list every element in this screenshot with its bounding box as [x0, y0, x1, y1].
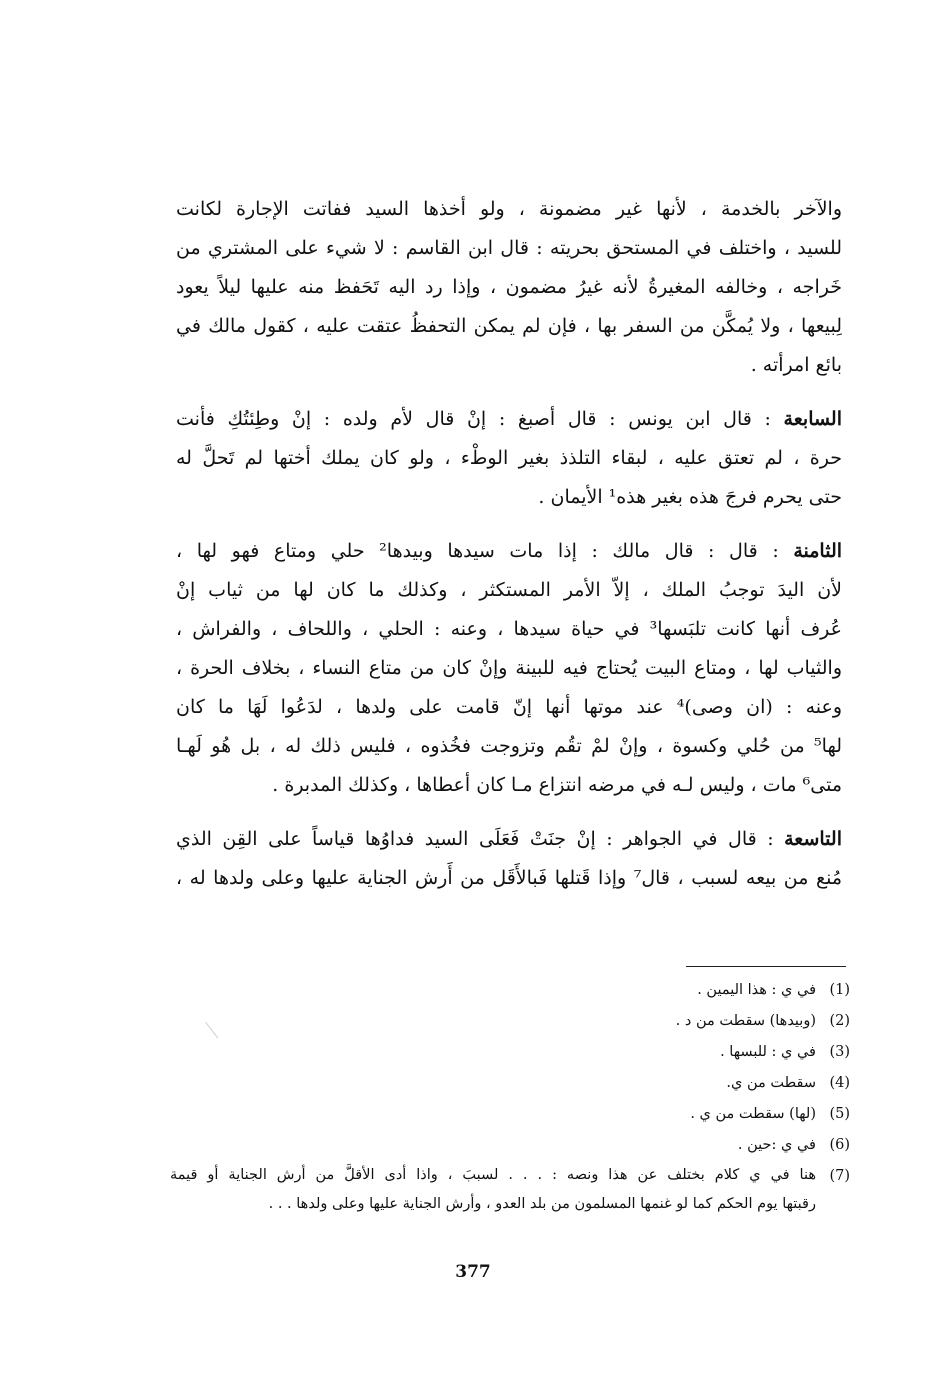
text-line: والآخر بالخدمة ، لأنها غير مضمونة ، ولو أخذها السيد ففاتت الإجارة لكانت: [176, 198, 842, 220]
text-line: متى⁶ مات ، وليس لـه في مرضه انتزاع مـا كان أعطاها ، وكذلك المدبرة .: [272, 774, 842, 796]
text-line: [176, 820, 842, 859]
text-line: [176, 400, 842, 439]
paragraph-ninth: [176, 820, 842, 898]
footnote-text: (وبيدها) سقطت من د .: [675, 1013, 816, 1029]
footnote-number: (2): [829, 1013, 850, 1029]
text-line: مُنع من بيعه لسبب ، قال⁷ وإذا قَتلها فَبالأَقَل من أَرش الجناية عليها وعلى ولدها له ،: [176, 867, 842, 889]
text-fragment: : قال في الجواهر : إنْ جنَتْ فَعَلَى السيد فداوُها قياساً على القِن الذي: [176, 828, 785, 850]
footnote-number: (5): [829, 1106, 850, 1122]
text-fragment: : قال ابن يونس : قال أصبغ : إنْ قال لأم ولده : إنْ وطِئتُكِ فأنت: [176, 408, 784, 430]
text-line: عُرف أنها كانت تلبَسها³ في حياة سيدها ، وعنه : الحلي ، واللحاف ، والفراش ،: [176, 618, 842, 640]
text-line: للسيد ، واختلف في المستحق بحريته : قال ابن القاسم : لا شيء على المشتري من: [176, 237, 842, 259]
paragraph-heading: التاسعة: [784, 828, 842, 850]
footnote: [170, 1099, 850, 1130]
footnote-number: (7): [829, 1168, 850, 1184]
footnote-text: (لها) سقطت من ي .: [690, 1106, 816, 1122]
footnote-text: في ي : للبسها .: [720, 1044, 816, 1060]
text-line: لِبيعها ، ولا يُمكَّن من السفر بها ، فإن لم يمكن التحفظُ عتقت عليه ، كقول مالك في: [176, 315, 842, 337]
footnote-number: (1): [829, 982, 850, 998]
footnote-separator: [686, 966, 846, 967]
footnote: [170, 1161, 850, 1219]
footnote: [170, 975, 850, 1006]
footnote-text: في ي : هذا اليمين .: [697, 982, 816, 998]
text-line: بائع امرأته .: [750, 354, 842, 376]
footnote: [170, 1068, 850, 1099]
text-line: [176, 532, 842, 571]
paragraph-1: [176, 190, 842, 385]
paragraph-seventh: [176, 400, 842, 517]
text-line: لأن اليدَ توجبُ الملك ، إلاّ الأمر المستكثر ، وكذلك ما كان لها من ثياب إنْ: [176, 579, 842, 601]
footnote-line: هنا في ي كلام بختلف عن هذا ونصه : . . . لسببَ ، واذا أدى الأقلَّ من أرش الجناية أو قيمة: [170, 1167, 816, 1183]
paragraph-heading: السابعة: [783, 408, 842, 430]
footnote-number: (4): [829, 1075, 850, 1091]
footnote-text: سقطت من ي.: [726, 1075, 816, 1091]
text-line: لها⁵ من حُلي وكسوة ، وإنْ لمْ تقُم وتزوجت فخُذوه ، فليس ذلك له ، بل هُو لَهـا: [176, 735, 842, 757]
footnote: [170, 1037, 850, 1068]
footnote: [170, 1130, 850, 1161]
footnote: [170, 1006, 850, 1037]
paragraph-eighth: [176, 532, 842, 805]
footnote-line: رقبتها يوم الحكم كما لو غنمها المسلمون من بلد العدو ، وأرش الجناية عليها وعلى ولدها . . .: [268, 1196, 816, 1212]
text-line: وعنه : (ان وصى)⁴ عند موتها أنها إنّ قامت على ولدها ، لدَعُوا لَهَا ما كان: [176, 696, 842, 718]
page-number: 377: [455, 1262, 491, 1282]
text-line: والثياب لها ، ومتاع البيت يُحتاج فيه للبينة وإنْ كان من متاع النساء ، بخلاف الحرة ،: [176, 657, 842, 679]
footnote-text: في ي :حين .: [737, 1137, 816, 1153]
footnotes: [170, 975, 850, 1219]
main-text: [176, 190, 842, 913]
text-fragment: : قال : قال مالك : إذا مات سيدها وبيدها² حلي ومتاع فهو لها ،: [176, 540, 794, 562]
footnote-number: (6): [829, 1137, 850, 1153]
text-line: حتى يحرم فرجَ هذه بغير هذه¹ الأيمان .: [538, 486, 842, 508]
text-line: حرة ، لم تعتق عليه ، لبقاء التلذذ بغير الوطْء ، ولو كان يملك أختها لم تَحلَّ له: [176, 447, 842, 469]
text-line: خَراجه ، وخالفه المغيرةُ لأنه غيرُ مضمون ، وإذا رد اليه تَحَفظ منه عليها ليلاً يعود: [176, 276, 842, 298]
footnote-number: (3): [829, 1044, 850, 1060]
footnote-text: [170, 1161, 816, 1219]
paragraph-heading: الثامنة: [793, 540, 842, 562]
